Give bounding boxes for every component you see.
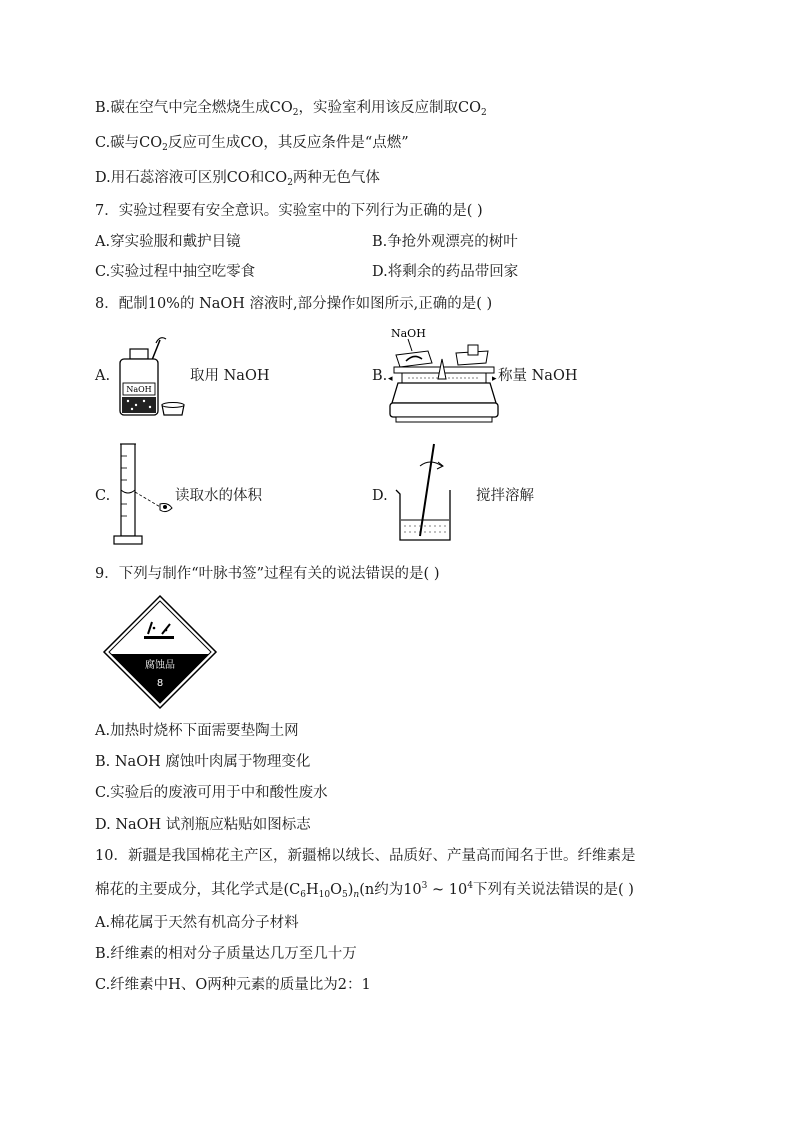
- q10-option-a: A.棉花属于天然有机高分子材料: [95, 915, 299, 931]
- q8-b-caption: 称量 NaOH: [498, 368, 578, 384]
- q9-option-d: D. NaOH 试剂瓶应粘贴如图标志: [95, 817, 311, 833]
- q7-stem: 7．实验过程要有安全意识。实验室中的下列行为正确的是( ): [95, 203, 483, 219]
- q7-option-a: A.穿实验服和戴护目镜: [95, 234, 241, 250]
- option-b-line: B.碳在空气中完全燃烧生成$CO_2$，实验室利用该反应制取$CO_2$: [95, 100, 487, 118]
- svg-text:▸: ▸: [492, 374, 497, 384]
- bottle-label-text: NaOH: [126, 385, 152, 394]
- q8-a-caption: 取用 NaOH: [190, 368, 270, 384]
- reagent-bottle-figure: [112, 335, 192, 425]
- q8-c-letter: C.: [95, 488, 111, 504]
- q7-option-b: B.争抢外观漂亮的树叶: [372, 234, 518, 250]
- q10-stem-line2: 棉花的主要成分，其化学式是$(C_6H_{10}O_5)_n(n$约为$10^3$ ~ $10^4$下列有关说法错误的是( ): [95, 881, 634, 900]
- q8-stem: 8．配制10%的 NaOH 溶液时,部分操作如图所示,正确的是( ): [95, 296, 493, 312]
- q8-d-letter: D.: [372, 488, 388, 504]
- option-d-line: D.用石蕊溶液可区别CO和$CO_2$两种无色气体: [95, 170, 380, 188]
- q10-option-b: B.纤维素的相对分子质量达几万至几十万: [95, 946, 357, 962]
- corrosive-hazard-sign: [102, 594, 218, 710]
- q8-a-letter: A.: [95, 368, 111, 384]
- sign-text: 腐蚀品: [145, 660, 175, 671]
- q9-option-c: C.实验后的废液可用于中和酸性废水: [95, 785, 328, 801]
- q7-option-d: D.将剩余的药品带回家: [372, 264, 519, 280]
- option-c-line: C.碳与$CO_2$反应可生成CO，其反应条件是“点燃”: [95, 135, 409, 153]
- q10-option-c: C.纤维素中H、O两种元素的质量比为2：1: [95, 977, 371, 993]
- q8-b-letter: B.: [372, 368, 388, 384]
- svg-text:◂: ◂: [388, 374, 393, 384]
- q9-option-a: A.加热时烧杯下面需要垫陶土网: [95, 723, 299, 739]
- q7-option-c: C.实验过程中抽空吃零食: [95, 264, 256, 280]
- balance-naoh-label: NaOH: [391, 327, 426, 340]
- q9-option-b: B. NaOH 腐蚀叶肉属于物理变化: [95, 754, 311, 770]
- beaker-stirring-figure: [390, 440, 470, 548]
- q8-d-caption: 搅拌溶解: [476, 488, 534, 504]
- q8-c-caption: 读取水的体积: [175, 488, 262, 504]
- q9-stem: 9．下列与制作“叶脉书签”过程有关的说法错误的是( ): [95, 566, 440, 582]
- q10-stem-line1: 10．新疆是我国棉花主产区，新疆棉以绒长、品质好、产量高而闻名于世。纤维素是: [95, 848, 636, 864]
- sign-number: 8: [156, 678, 164, 689]
- graduated-cylinder-figure: [110, 440, 178, 548]
- balance-figure: [388, 323, 500, 425]
